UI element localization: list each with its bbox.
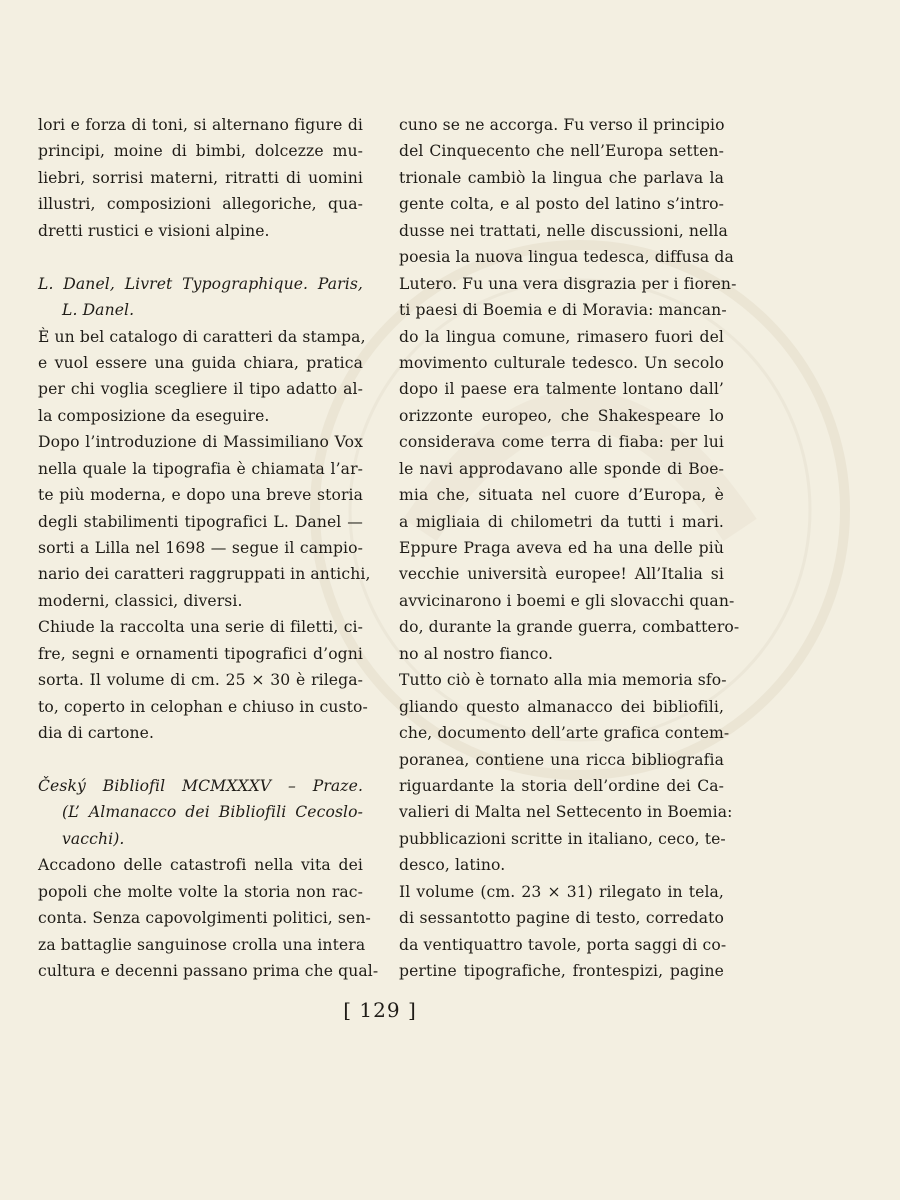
text-line: do la lingua comune, rimasero fuori del (399, 327, 724, 346)
paragraph-gap (38, 747, 363, 773)
text-line: desco, latino. (399, 856, 506, 875)
text-line: nella quale la tipografia è chiamata l’ar- (38, 459, 363, 478)
text-line: orizzonte europeo, che Shakespeare lo (399, 406, 724, 425)
text-line: cultura e decenni passano prima che qual- (38, 962, 379, 980)
text-line: illustri, composizioni allegoriche, qua- (38, 195, 363, 214)
text-line: vecchie università europee! All’Italia si (399, 565, 724, 584)
text-line: Dopo l’introduzione di Massimiliano Vox (38, 433, 363, 452)
text-line: poranea, contiene una ricca bibliografia (399, 750, 724, 769)
text-line: dia di cartone. (38, 724, 155, 743)
text-line: la composizione da eseguire. (38, 406, 270, 425)
text-line: do, durante la grande guerra, combattero- (399, 618, 740, 637)
text-line: cuno se ne accorga. Fu verso il principio (399, 116, 725, 134)
text-line: sorti a Lilla nel 1698 — segue il campio- (38, 539, 363, 557)
text-line: fre, segni e ornamenti tipografici d’ogni (38, 644, 363, 663)
text-line: Lutero. Fu una vera disgrazia per i fioren- (399, 274, 737, 293)
text-line: dretti rustici e visioni alpine. (38, 221, 270, 240)
text-line: di sessantotto pagine di testo, corredato (399, 909, 724, 928)
text-line: le navi approdavano alle sponde di Boe- (399, 459, 724, 478)
text-line: za battaglie sanguinose crolla una intera (38, 935, 366, 954)
text-line: del Cinquecento che nell’Europa setten- (399, 142, 724, 161)
entry-title: (L’ Almanacco dei Bibliofili Cecoslo- (62, 803, 363, 822)
entry-title: Český Bibliofil MCMXXXV – Praze. (38, 776, 363, 795)
text-line: Il volume (cm. 23 × 31) rilegato in tela, (399, 882, 724, 901)
entry-title: vacchi). (62, 829, 125, 848)
text-line: lori e forza di toni, si alternano figure di (38, 116, 363, 134)
text-line: Chiude la raccolta una serie di filetti, ci- (38, 618, 363, 637)
text-line: ti paesi di Boemia e di Moravia: mancan- (399, 301, 727, 320)
text-line: gliando questo almanacco dei bibliofili, (399, 697, 724, 716)
text-line: Eppure Praga aveva ed ha una delle più (399, 539, 724, 557)
text-line: no al nostro fianco. (399, 644, 554, 663)
text-line: gente colta, e al posto del latino s’intro- (399, 195, 724, 214)
text-line: dusse nei trattati, nelle discussioni, nella (399, 221, 728, 240)
text-line: a migliaia di chilometri da tutti i mari. (399, 512, 724, 531)
text-line: sorta. Il volume di cm. 25 × 30 è rilega- (38, 671, 363, 690)
text-line: da ventiquattro tavole, porta saggi di co- (399, 935, 727, 954)
right-column (399, 112, 740, 984)
text-line: liebri, sorrisi materni, ritratti di uomini (38, 168, 363, 187)
text-line: valieri di Malta nel Settecento in Boemia: (399, 803, 733, 822)
text-line: Accadono delle catastrofi nella vita dei (38, 856, 363, 875)
page-number: [ 129 ] (343, 998, 417, 1022)
entry-title: L. Danel, Livret Typographique. Paris, (38, 274, 363, 293)
text-line: te più moderna, e dopo una breve storia (38, 486, 363, 505)
text-line: pubblicazioni scritte in italiano, ceco, te- (399, 829, 726, 848)
text-line: e vuol essere una guida chiara, pratica (38, 353, 363, 372)
text-line: degli stabilimenti tipografici L. Danel — (38, 512, 363, 531)
text-line: movimento culturale tedesco. Un secolo (399, 353, 724, 372)
text-line: popoli che molte volte la storia non rac- (38, 882, 363, 901)
text-line: È un bel catalogo di caratteri da stampa, (38, 327, 366, 346)
text-line: dopo il paese era talmente lontano dall’ (399, 380, 724, 399)
text-line: mia che, situata nel cuore d’Europa, è (399, 486, 724, 505)
text-line: considerava come terra di fiaba: per lui (399, 433, 724, 452)
text-line: poesia la nuova lingua tedesca, diffusa da (399, 248, 734, 267)
paragraph-gap (38, 244, 363, 270)
entry-title: L. Danel. (62, 301, 135, 320)
left-column (38, 112, 379, 984)
text-line: conta. Senza capovolgimenti politici, sen- (38, 909, 371, 928)
text-line: che, documento dell’arte grafica contem- (399, 724, 730, 743)
text-line: per chi voglia scegliere il tipo adatto al- (38, 380, 363, 399)
text-line: moderni, classici, diversi. (38, 591, 243, 610)
text-line: avvicinarono i boemi e gli slovacchi quan- (399, 591, 735, 610)
text-line: to, coperto in celophan e chiuso in custo- (38, 697, 368, 716)
text-line: Tutto ciò è tornato alla mia memoria sfo- (399, 671, 727, 690)
text-line: riguardante la storia dell’ordine dei Ca- (399, 776, 724, 795)
text-line: nario dei caratteri raggruppati in antichi, (38, 565, 371, 584)
text-line: principi, moine di bimbi, dolcezze mu- (38, 142, 363, 161)
text-line: trionale cambiò la lingua che parlava la (399, 168, 724, 187)
text-line: pertine tipografiche, frontespizi, pagine (399, 962, 724, 980)
